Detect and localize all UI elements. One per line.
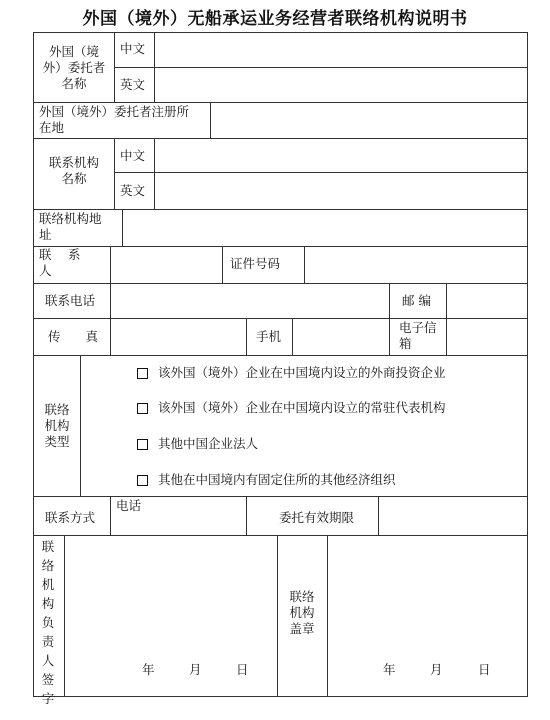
form-table [33, 32, 528, 706]
option-label: 该外国（境外）企业在中国境内设立的外商投资企业 [158, 365, 446, 380]
contact-method-label: 联系方式 [45, 510, 96, 525]
sign-day: 日 [236, 662, 249, 677]
option-checkbox[interactable] [137, 475, 148, 486]
contact-phone-label: 电话 [116, 498, 142, 513]
liaison-type-label: 联络 机构 类型 [44, 402, 70, 449]
validity-field[interactable] [379, 497, 527, 535]
client-chinese-label: 中文 [120, 41, 146, 56]
contact-person-field[interactable] [111, 247, 222, 283]
sign-year: 年 [142, 662, 155, 677]
mobile-field[interactable] [293, 319, 389, 355]
client-english-label: 英文 [120, 77, 146, 92]
col-divider [114, 33, 115, 102]
col-divider [114, 138, 115, 209]
seal-field[interactable] [328, 536, 527, 697]
liaison-address-field[interactable] [123, 210, 527, 246]
option-checkbox[interactable] [137, 403, 148, 414]
fax-label: 传 真 [48, 329, 99, 344]
liaison-english-name-field[interactable] [155, 173, 527, 209]
option-label: 该外国（境外）企业在中国境内设立的常驻代表机构 [158, 400, 446, 415]
liaison-name-label: 联系机构 名称 [48, 155, 99, 186]
col-divider [246, 318, 247, 355]
col-divider [222, 246, 223, 283]
liaison-address-label: 联络机构地 址 [39, 211, 102, 242]
liaison-chinese-name-field[interactable] [155, 139, 527, 172]
seal-day: 日 [478, 662, 491, 677]
liaison-english-label: 英文 [120, 183, 146, 198]
sign-month: 月 [189, 662, 202, 677]
email-label: 电子信 箱 [399, 320, 437, 351]
option-label: 其他中国企业法人 [158, 436, 259, 451]
phone-label: 联系电话 [45, 293, 96, 308]
seal-label: 联络 机构 盖章 [289, 589, 315, 636]
mobile-label: 手机 [256, 329, 282, 344]
email-field[interactable] [447, 319, 527, 355]
option-checkbox[interactable] [137, 368, 148, 379]
validity-label: 委托有效期限 [279, 510, 355, 525]
client-chinese-name-field[interactable] [155, 34, 527, 67]
option-label: 其他在中国境内有固定住所的其他经济组织 [158, 472, 396, 487]
client-english-name-field[interactable] [155, 68, 527, 102]
fax-field[interactable] [111, 319, 246, 355]
col-divider [80, 355, 81, 496]
contact-phone-field[interactable] [111, 497, 246, 535]
col-divider [389, 283, 390, 318]
col-divider [246, 496, 247, 535]
liaison-chinese-label: 中文 [120, 148, 146, 163]
seal-year: 年 [383, 662, 396, 677]
seal-month: 月 [430, 662, 443, 677]
option-checkbox[interactable] [137, 439, 148, 450]
col-divider [389, 318, 390, 355]
client-name-label: 外国（境 外）委托者 名称 [42, 44, 106, 91]
page-title: 外国（境外）无船承运业务经营者联络机构说明书 [82, 9, 468, 29]
signature-label: 联 络 机 构 负 责 人 签 字 [41, 539, 55, 706]
contact-person-label: 联 系 人 [39, 247, 81, 278]
id-number-field[interactable] [305, 247, 527, 283]
client-address-field[interactable] [211, 103, 527, 138]
phone-field[interactable] [111, 284, 389, 318]
id-number-label: 证件号码 [230, 256, 281, 271]
postcode-label: 邮 编 [402, 293, 431, 308]
row-divider [34, 355, 528, 356]
postcode-field[interactable] [447, 284, 527, 318]
client-address-label: 外国（境外）委托者注册所 在地 [39, 104, 190, 135]
